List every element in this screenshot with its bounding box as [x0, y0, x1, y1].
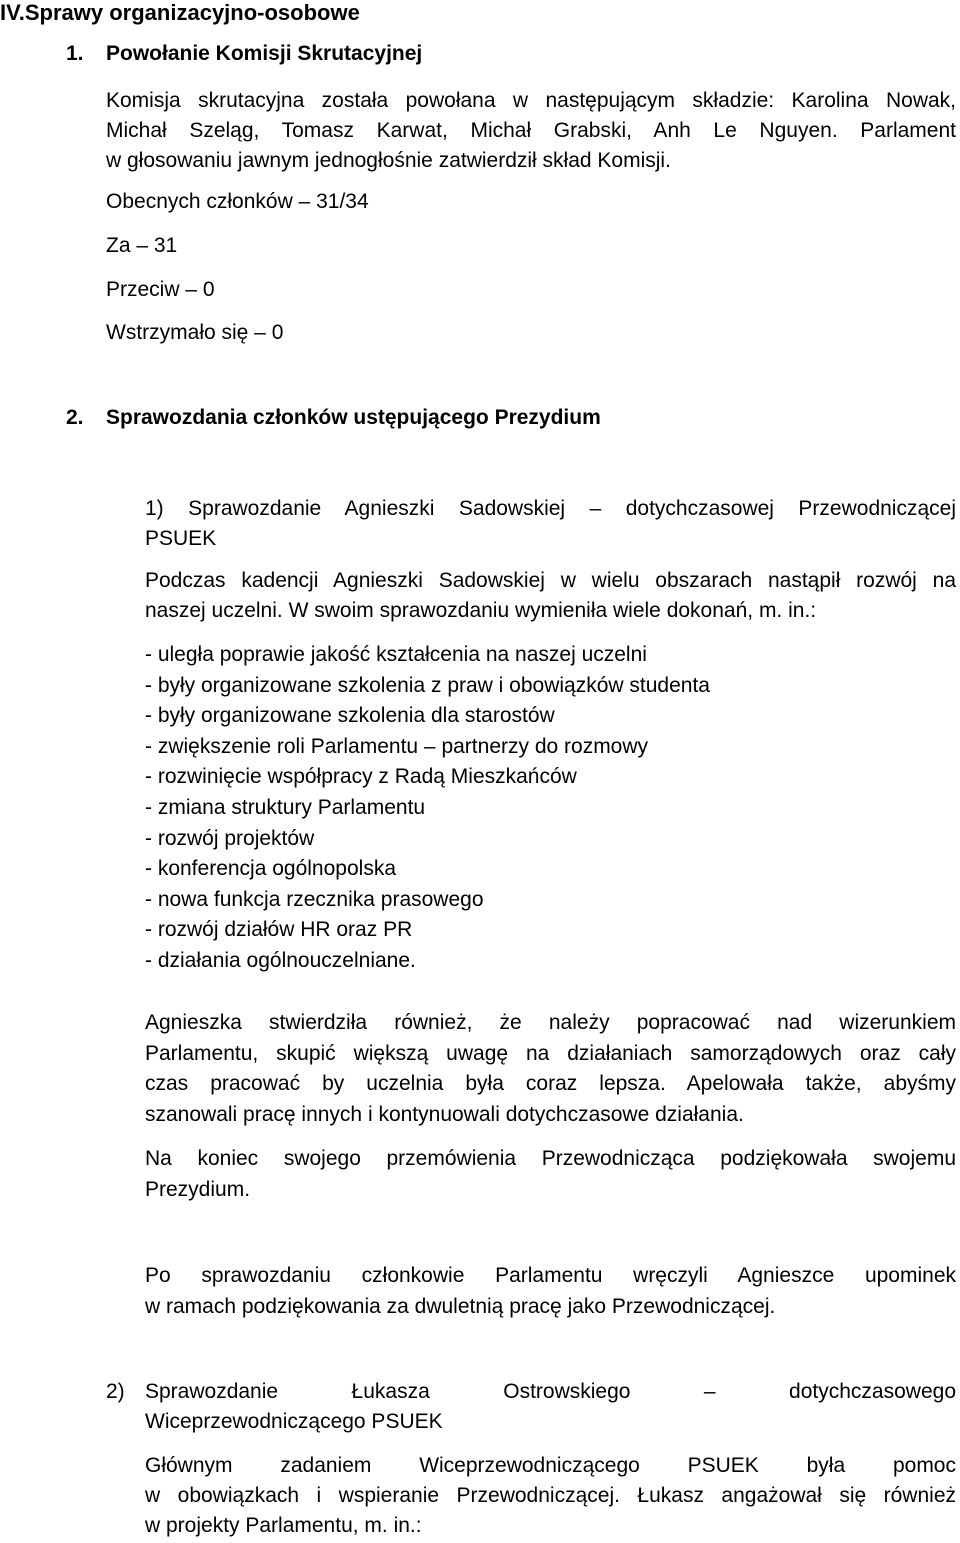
- report1-para4-line: w ramach podziękowania za dwuletnią pracę jako Przewodniczącej.: [145, 1295, 776, 1318]
- item1-para-line: Komisja skrutacyjna została powołana w następującym składzie: Karolina Nowak,: [106, 89, 956, 112]
- list-item: - były organizowane szkolenia dla starostów: [145, 704, 555, 728]
- report2-title-line: Sprawozdanie Łukasza Ostrowskiego – dotychczasowego: [145, 1380, 956, 1403]
- achievements-list: [145, 640, 710, 977]
- report1-paragraph-3: [145, 1143, 956, 1205]
- list-item: - rozwój działów HR oraz PR: [145, 918, 413, 942]
- report1-paragraph-2: [145, 1008, 956, 1130]
- list-item: - były organizowane szkolenia z praw i obowiązków studenta: [145, 673, 710, 697]
- item1-heading: Powołanie Komisji Skrutacyjnej: [106, 42, 423, 65]
- report1-para3-line: Na koniec swojego przemówienia Przewodnicząca podziękowała swojemu: [145, 1147, 956, 1170]
- report1-para2-line: Parlamentu, skupić większą uwagę na działaniach samorządowych oraz cały: [145, 1041, 956, 1065]
- report2-number: 2): [106, 1380, 125, 1403]
- report1-intro-line: Podczas kadencji Agnieszki Sadowskiej w wielu obszarach nastąpił rozwój na: [145, 569, 956, 592]
- list-item: - rozwój projektów: [145, 826, 315, 850]
- report1-intro: [145, 566, 956, 626]
- report2-para-line: w obowiązkach i wspieranie Przewodniczącej. Łukasz angażował się również: [145, 1484, 956, 1507]
- report1-para3-line: Prezydium.: [145, 1178, 251, 1201]
- item1-number: 1.: [66, 42, 84, 65]
- list-item: - konferencja ogólnopolska: [145, 857, 396, 881]
- report2-paragraph: [145, 1451, 956, 1541]
- list-item: - rozwinięcie współpracy z Radą Mieszkańców: [145, 765, 577, 789]
- report1-para2-line: szanowali pracę innych i kontynuowali dotychczasowe działania.: [145, 1102, 744, 1126]
- vote-for: Za – 31: [106, 234, 178, 257]
- list-item: - zwiększenie roli Parlamentu – partnerzy do rozmowy: [145, 734, 649, 758]
- list-item: - nowa funkcja rzecznika prasowego: [145, 887, 484, 911]
- report2-title-line: Wiceprzewodniczącego PSUEK: [145, 1410, 443, 1433]
- report1-paragraph-4: [145, 1260, 956, 1322]
- report1-title-line: 1) Sprawozdanie Agnieszki Sadowskiej – dotychczasowej Przewodniczącej: [145, 497, 956, 520]
- item1-para-line: w głosowaniu jawnym jednogłośnie zatwierdził skład Komisji.: [106, 149, 671, 172]
- report2-title: [145, 1377, 956, 1437]
- report2-para-line: w projekty Parlamentu, m. in.:: [145, 1514, 422, 1537]
- report1-title: [145, 494, 956, 554]
- report1-para2-line: Agnieszka stwierdziła również, że należy popracować nad wizerunkiem: [145, 1011, 956, 1034]
- vote-against: Przeciw – 0: [106, 278, 215, 301]
- list-item: - uległa poprawie jakość kształcenia na naszej uczelni: [145, 643, 647, 666]
- report1-intro-line: naszej uczelni. W swoim sprawozdaniu wymieniła wiele dokonań, m. in.:: [145, 599, 817, 622]
- report1-para2-line: czas pracować by uczelnia była coraz lepsza. Apelowała także, abyśmy: [145, 1072, 956, 1095]
- section-title: IV.Sprawy organizacyjno-osobowe: [0, 0, 360, 25]
- list-item: - działania ogólnouczelniane.: [145, 948, 416, 972]
- vote-present: Obecnych członków – 31/34: [106, 190, 369, 213]
- report1-para4-line: Po sprawozdaniu członkowie Parlamentu wręczyli Agnieszce upominek: [145, 1264, 956, 1287]
- item1-paragraph: [106, 86, 956, 176]
- vote-abstained: Wstrzymało się – 0: [106, 321, 284, 344]
- list-item: - zmiana struktury Parlamentu: [145, 795, 426, 819]
- item1-para-line: Michał Szeląg, Tomasz Karwat, Michał Grabski, Anh Le Nguyen. Parlament: [106, 119, 956, 142]
- item2-number: 2.: [66, 406, 84, 429]
- report2-para-line: Głównym zadaniem Wiceprzewodniczącego PSUEK była pomoc: [145, 1454, 956, 1477]
- item2-heading: Sprawozdania członków ustępującego Prezydium: [106, 406, 601, 429]
- report1-title-line: PSUEK: [145, 527, 217, 550]
